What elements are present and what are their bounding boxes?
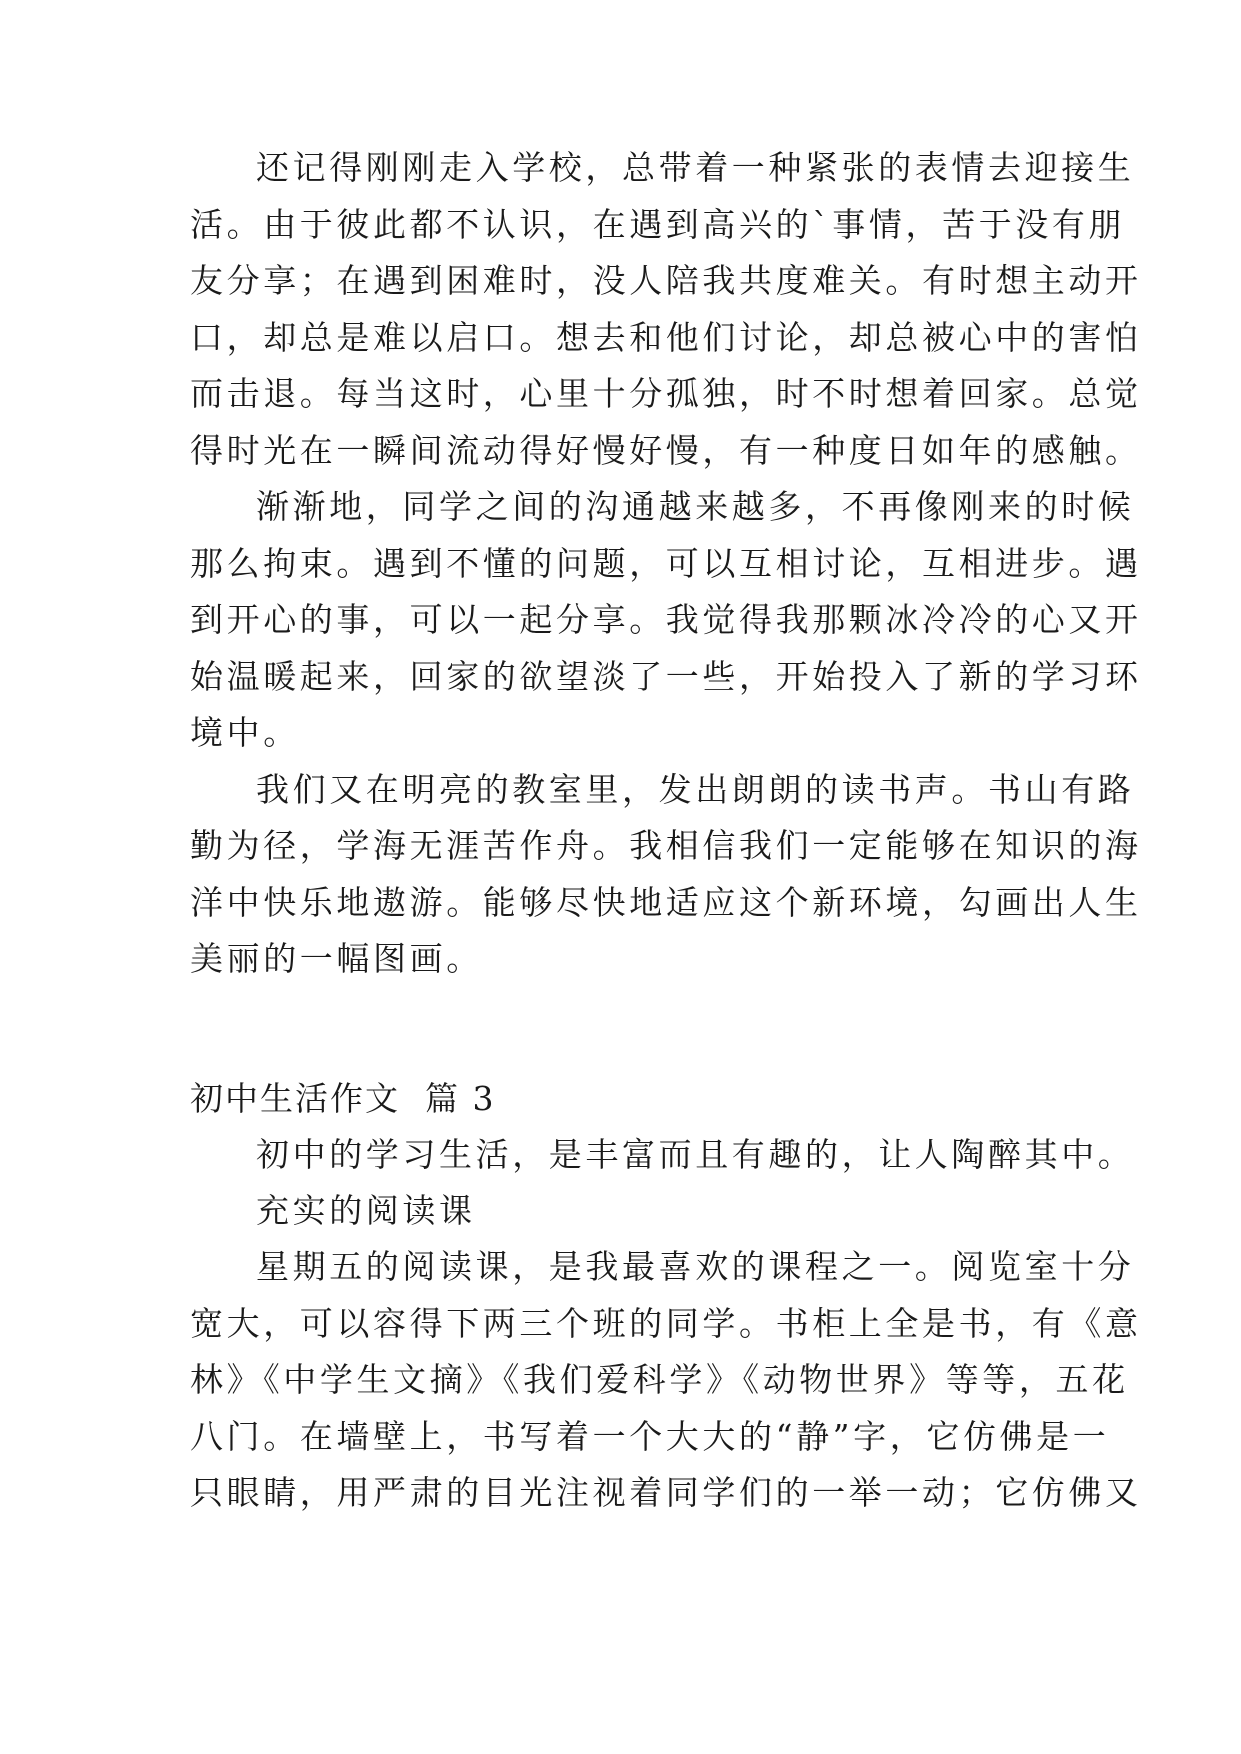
text-line: 得时光在一瞬间流动得好慢好慢，有一种度日如年的感触。 bbox=[190, 431, 1142, 470]
text-line: 只眼睛，用严肃的目光注视着同学们的一举一动；它仿佛又 bbox=[190, 1473, 1142, 1512]
text-line: 友分享；在遇到困难时，没人陪我共度难关。有时想主动开 bbox=[190, 261, 1142, 300]
text-line: 洋中快乐地遨游。能够尽快地适应这个新环境，勾画出人生 bbox=[190, 883, 1142, 922]
text-line: 美丽的一幅图画。 bbox=[190, 939, 483, 978]
text-line: 宽大，可以容得下两三个班的同学。书柜上全是书，有《意 bbox=[190, 1304, 1142, 1343]
section-intro: 初中的学习生活，是丰富而且有趣的，让人陶醉其中。 bbox=[256, 1135, 1135, 1174]
text-line: 口，却总是难以启口。想去和他们讨论，却总被心中的害怕 bbox=[190, 318, 1142, 357]
text-line: 八门。在墙壁上，书写着一个大大的“静”字，它仿佛是一 bbox=[190, 1417, 1110, 1456]
text-line: 我们又在明亮的教室里，发出朗朗的读书声。书山有路 bbox=[256, 770, 1135, 809]
text-line: 而击退。每当这时，心里十分孤独，时不时想着回家。总觉 bbox=[190, 374, 1142, 413]
text-line: 还记得刚刚走入学校，总带着一种紧张的表情去迎接生 bbox=[256, 148, 1135, 187]
text-line: 到开心的事，可以一起分享。我觉得我那颗冰冷冷的心又开 bbox=[190, 600, 1142, 639]
text-line: 星期五的阅读课，是我最喜欢的课程之一。阅览室十分 bbox=[256, 1247, 1135, 1286]
text-line: 境中。 bbox=[190, 713, 300, 752]
section-heading: 初中生活作文 篇 3 bbox=[190, 1079, 496, 1118]
text-line: 始温暖起来，回家的欲望淡了一些，开始投入了新的学习环 bbox=[190, 657, 1142, 696]
text-line: 那么拘束。遇到不懂的问题，可以互相讨论，互相进步。遇 bbox=[190, 544, 1142, 583]
text-line: 渐渐地，同学之间的沟通越来越多，不再像刚来的时候 bbox=[256, 487, 1135, 526]
text-line: 勤为径，学海无涯苦作舟。我相信我们一定能够在知识的海 bbox=[190, 826, 1142, 865]
text-line: 林》《中学生文摘》《我们爱科学》《动物世界》等等，五花 bbox=[190, 1360, 1129, 1399]
section-subheading: 充实的阅读课 bbox=[256, 1191, 476, 1230]
text-line: 活。由于彼此都不认识，在遇到高兴的`事情，苦于没有朋 bbox=[190, 205, 1126, 244]
